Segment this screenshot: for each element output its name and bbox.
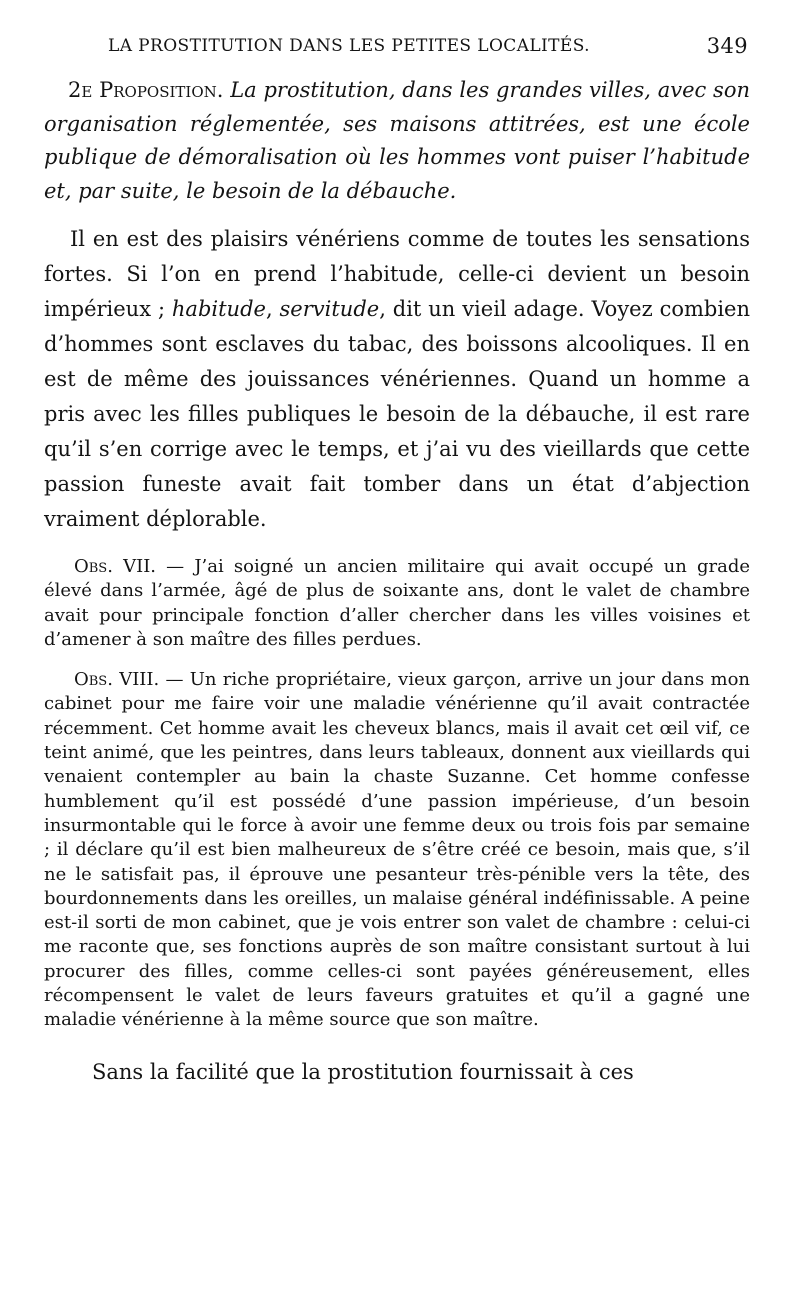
page-number: 349 bbox=[706, 34, 748, 58]
proposition-label: 2e Proposition. bbox=[68, 78, 224, 102]
observation-8-label: Obs. VIII. bbox=[74, 669, 160, 691]
italic-servitude: servitude bbox=[279, 297, 380, 321]
observation-7-label: Obs. VII. bbox=[74, 556, 157, 577]
main-paragraph-text-b: , dit un vieil adage. Voyez combien d’hommes sont esclaves du tabac, des boissons alcooliques. Il en est de même des jouissances vénériennes. Quand un homme a pris avec les filles publiques le besoin de la débauche, il est rare qu’il s’en corrige avec le temps, et j’ai vu des vieillards que cette passion funeste avait fait tomber dans un état d’abjection vraiment déplorable. bbox=[44, 297, 750, 531]
proposition-paragraph bbox=[44, 74, 750, 208]
final-paragraph-start: Sans la facilité que la prostitution fournissait à ces bbox=[92, 1059, 634, 1084]
main-paragraph-separator: , bbox=[265, 297, 280, 321]
page-body bbox=[44, 74, 750, 1090]
main-paragraph-text-a: Il en est des plaisirs vénériens comme de toutes les sensations fortes. Si l’on en prend l’habitude, celle-ci devient un besoin impérieux ; bbox=[44, 227, 750, 321]
observation-8-text: — Un riche propriétaire, vieux garçon, arrive un jour dans mon cabinet pour me faire voir une maladie vénérienne qu’il avait contractée récemment. Cet homme avait les cheveux blancs, mais il avait cet œil vif, ce teint animé, que les peintres, dans leurs tableaux, donnent aux vieillards qui venaient contempler au bain la chaste Suzanne. Cet homme confesse humblement qu’il est possédé d’une passion impérieuse, d’un besoin insurmontable qui le force à avoir une femme deux ou trois fois par semaine ; il déclare qu’il est bien malheureux de s’être créé ce besoin, mais que, s’il ne le satisfait pas, il éprouve une pesanteur très-pénible vers la tête, des bourdonnements dans les oreilles, un malaise général indéfinissable. A peine est-il sorti de mon cabinet, que je vois entrer son valet de chambre : celui-ci me raconte que, ses fonctions auprès de son maître consistant surtout à lui procurer des filles, comme celles-ci sont payées généreusement, elles récompensent le valet de leurs faveurs gratuites et qu’il a gagné une maladie vénérienne à la même source que son maître. bbox=[44, 669, 750, 1031]
main-paragraph bbox=[44, 222, 750, 537]
running-title: LA PROSTITUTION DANS LES PETITES LOCALITÉS. bbox=[108, 36, 590, 56]
observation-8 bbox=[44, 668, 750, 1032]
observation-7 bbox=[44, 555, 750, 652]
proposition-statement: La prostitution, dans les grandes villes, avec son organisation réglementée, ses maisons attitrées, est une école publique de démoralisation où les hommes vont puiser l’habitude et, par suite, le besoin de la débauche. bbox=[44, 78, 750, 203]
italic-habitude: habitude bbox=[171, 297, 266, 321]
observation-7-text: — J’ai soigné un ancien militaire qui avait occupé un grade élevé dans l’armée, âgé de plus de soixante ans, dont le valet de chambre avait pour principale fonction d’aller chercher dans les villes voisines et d’amener à son maître des filles perdues. bbox=[44, 556, 750, 650]
page-header bbox=[108, 36, 748, 62]
